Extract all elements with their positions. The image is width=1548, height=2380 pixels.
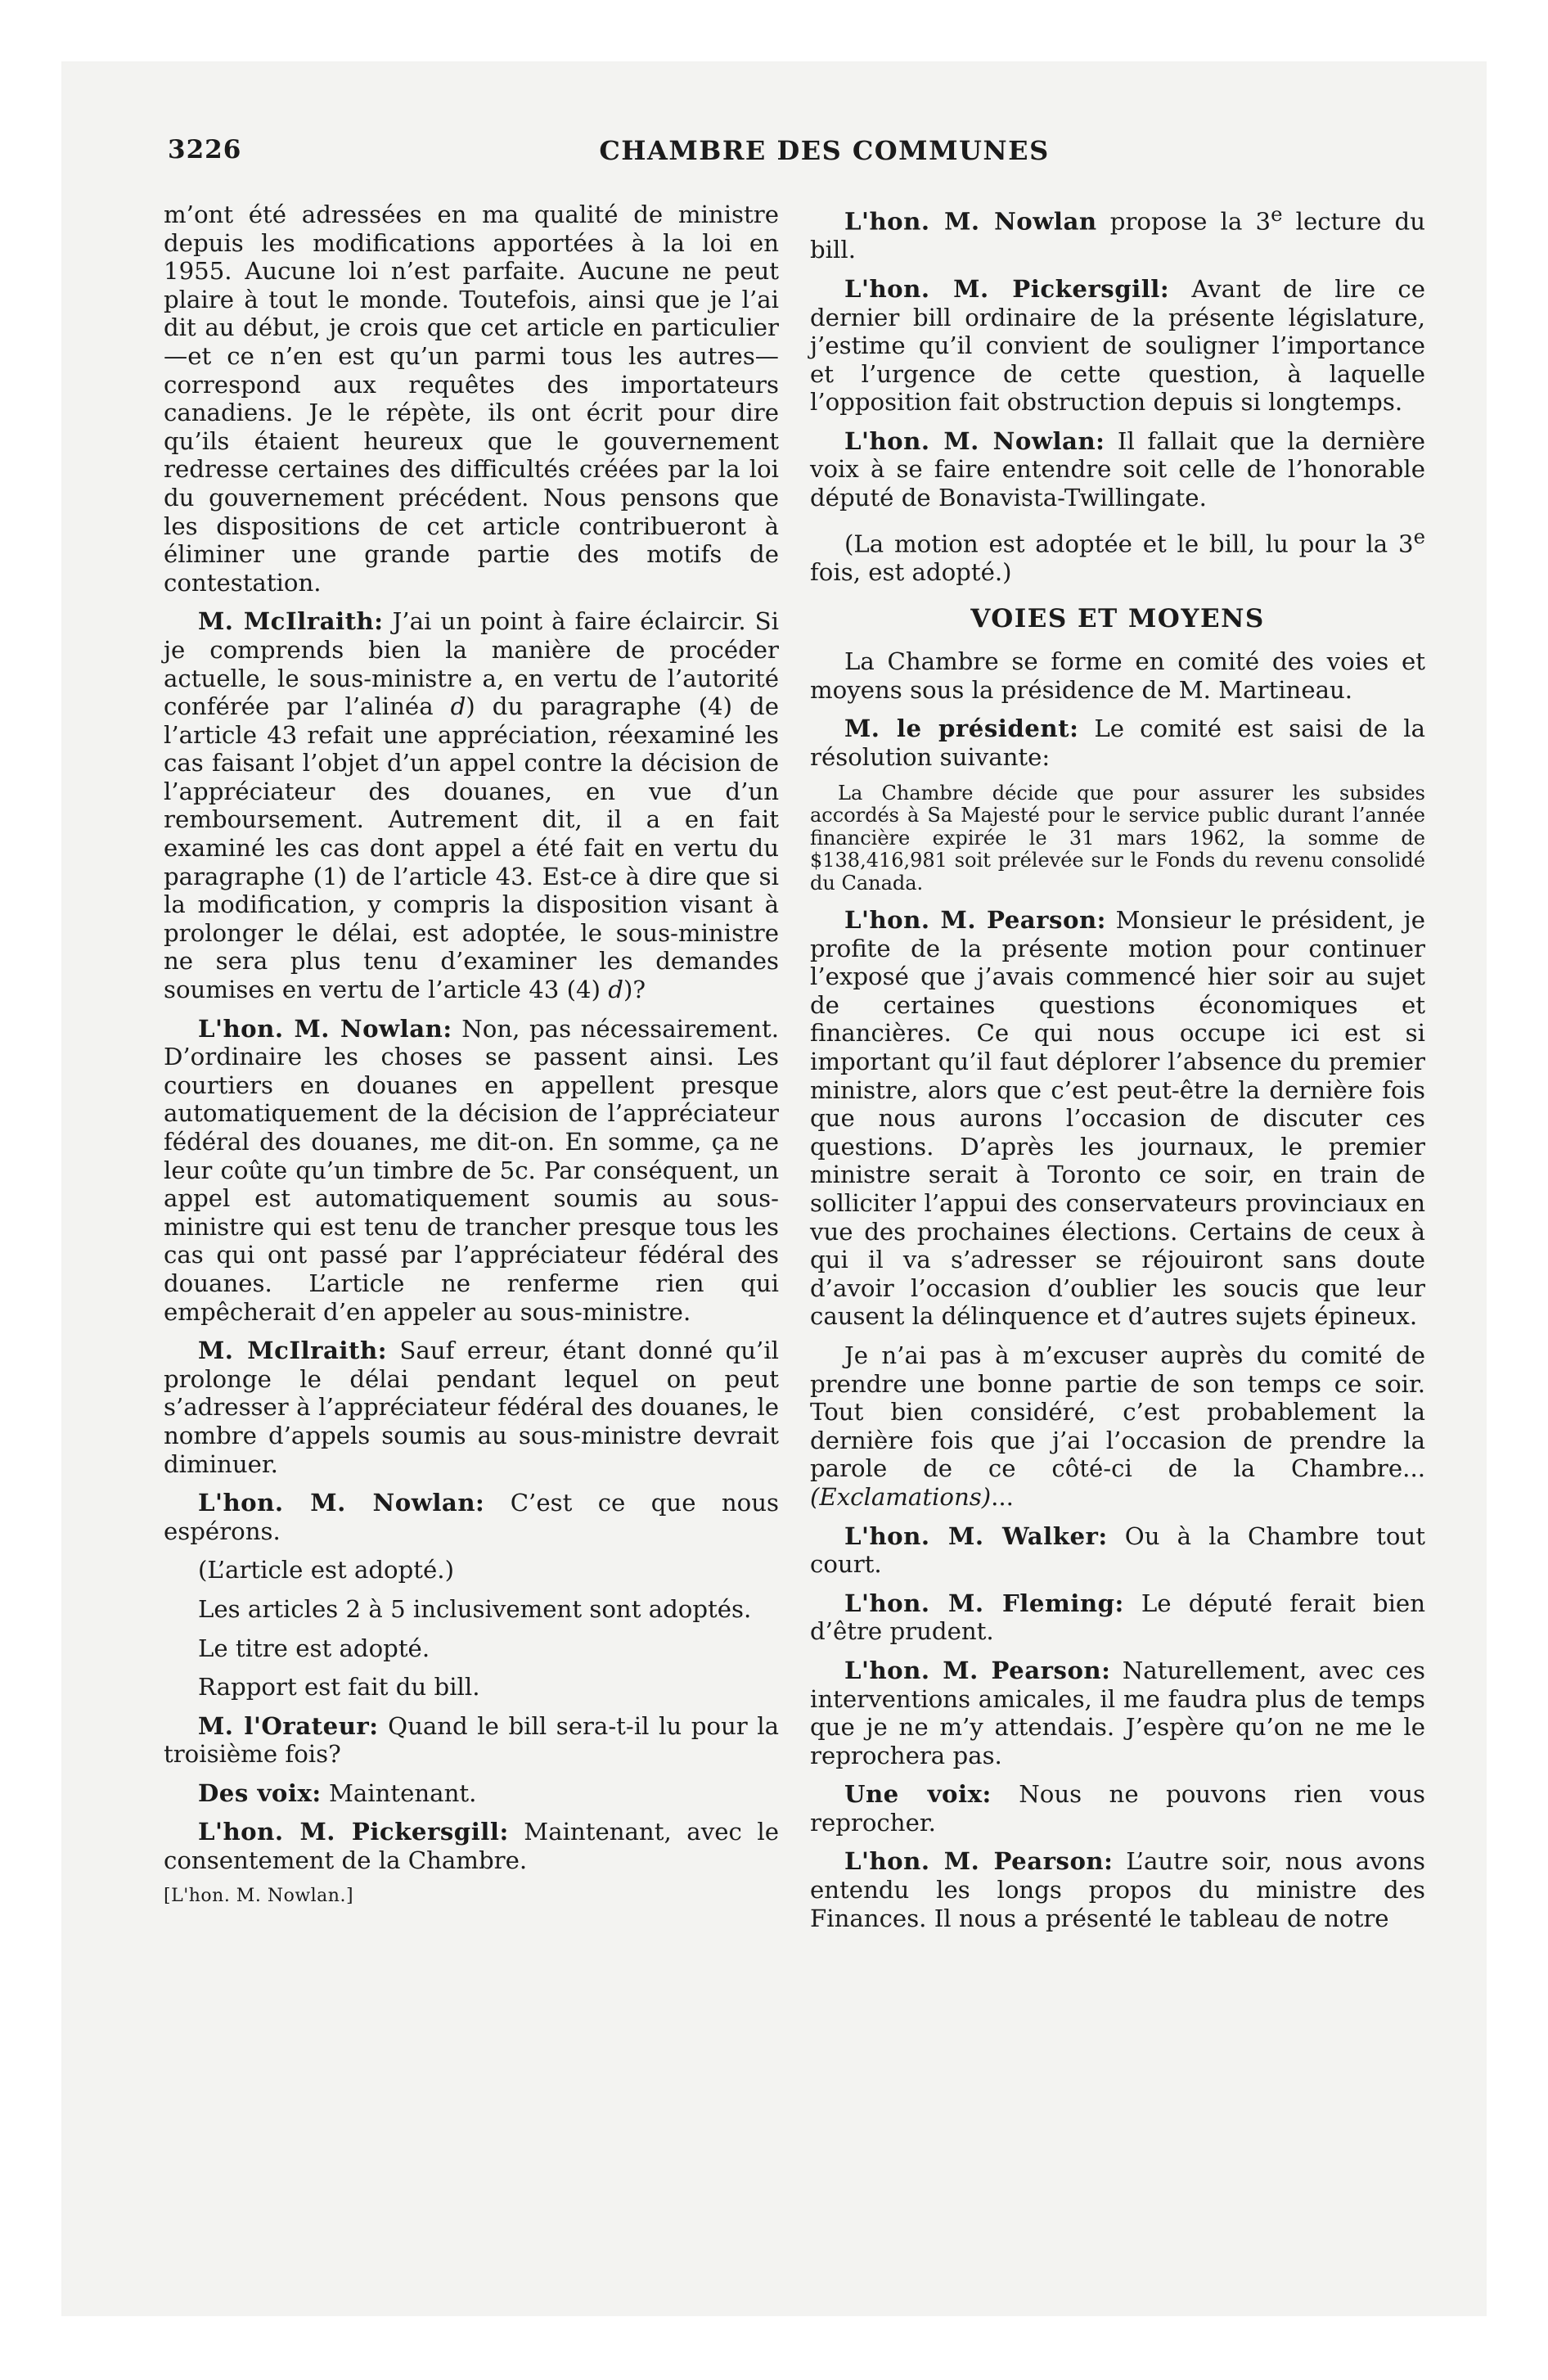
procedural-note: Rapport est fait du bill.: [198, 1673, 480, 1702]
speech: [810, 906, 1425, 1331]
procedural-note: Les articles 2 à 5 inclusivement sont adoptés.: [198, 1594, 752, 1623]
speech-text: lecture du bill.: [810, 207, 1425, 264]
italic-letter: d: [450, 692, 466, 721]
speech-text: ) du paragraphe (4) de l’article 43 refait une appréciation, réexaminé les cas faisant l’objet d’un appel contre la décision de l’appréciateur des douanes, en vue d’un remboursement. Autrement dit, il a en fait examiné les cas dont appel a été fait en vertu du paragraphe (1) de l’article 43. Est-ce à dire que si la modification, y compris la disposition visant à prolonger le délai, est adoptée, le sous-ministre ne sera plus tenu d’examiner les demandes soumises en vertu de l’article 43 (4): [164, 692, 779, 1004]
speaker-name: Des voix:: [198, 1778, 322, 1807]
speaker-name: L'hon. M. Fleming:: [844, 1589, 1124, 1617]
paragraph: [810, 1341, 1425, 1512]
speech-text: Nous ne pouvons rien vous reprocher.: [810, 1780, 1425, 1837]
speaker-name: L'hon. M. Pearson:: [844, 906, 1106, 935]
speech-text: Monsieur le président, je profite de la présente motion pour continuer l’exposé que j’avais commencé hier soir au sujet de certaines questions économiques et financières. Ce qui nous occupe ici est si important qu’il faut déplorer l’absence du premier ministre, alors que c’est peut-être la dernière fois que nous aurons l’occasion de discuter ces questions. D’après les journaux, le premier ministre serait à Toronto ce soir, en train de solliciter l’appui des conservateurs provinciaux en vue des prochaines élections. Certains de ceux à qui il va s’adresser se réjouiront sans doute d’avoir l’occasion d’oublier les soucis que leur causent la délinquence et d’autres sujets épineux.: [810, 906, 1425, 1331]
speech-text: Le comité est saisi de la résolution suivante:: [810, 714, 1425, 771]
speech: [164, 1712, 779, 1769]
italic-letter: d: [608, 976, 623, 1004]
speech: [164, 1489, 779, 1545]
speech: [810, 1522, 1425, 1579]
page-number: 3226: [168, 135, 242, 165]
speech: [164, 1015, 779, 1327]
speaker-name: L'hon. M. Nowlan:: [844, 426, 1105, 455]
speaker-name: M. le président:: [844, 714, 1079, 743]
speech: [164, 1818, 779, 1874]
speaker-name: M. McIlraith:: [198, 607, 384, 636]
speech-text: Sauf erreur, étant donné qu’il prolonge le délai pendant lequel on peut s’adresser à l’appréciateur fédéral des douanes, le nombre d’appels soumis au sous-ministre devrait diminuer.: [164, 1336, 779, 1478]
speech-text: C’est ce que nous espérons.: [164, 1489, 780, 1545]
speech: [810, 1847, 1425, 1932]
speech: [810, 1780, 1425, 1837]
speaker-name: L'hon. M. Pearson:: [844, 1656, 1111, 1684]
paragraph-text: Je n’ai pas à m’excuser auprès du comité de prendre une bonne partie de son temps ce soir. Tout bien considéré, c’est probablement la dernière fois que j’ai l’occasion de prendre la parole de ce côté-ci de la Chambre...: [810, 1341, 1425, 1483]
page-header: [168, 135, 1481, 171]
speech-text: )?: [623, 976, 646, 1004]
paragraph-text: ...: [991, 1482, 1014, 1511]
speech: [810, 1589, 1425, 1646]
procedural-note: La Chambre se forme en comité des voies et moyens sous la présidence de M. Martineau.: [810, 647, 1425, 704]
speech: [164, 1336, 779, 1478]
speaker-name: L'hon. M. Pickersgill:: [198, 1818, 509, 1846]
speaker-name: L'hon. M. Walker:: [844, 1521, 1108, 1550]
speech-text: L’autre soir, nous avons entendu les longs propos du ministre des Finances. Il nous a présenté le tableau de notre: [810, 1847, 1425, 1932]
speaker-name: L'hon. M. Nowlan:: [198, 1014, 452, 1043]
speech-text: Avant de lire ce dernier bill ordinaire de la présente législature, j’estime qu’il convient de souligner l’importance et l’urgence de cette question, à laquelle l’opposition fait obstruction depuis si longtemps.: [810, 274, 1425, 417]
speech-text: Ou à la Chambre tout court.: [810, 1521, 1426, 1579]
section-title: VOIES ET MOYENS: [970, 603, 1265, 633]
speaker-name: M. McIlraith:: [198, 1336, 387, 1365]
speaker-name: L'hon. M. Pearson:: [844, 1847, 1114, 1876]
speech: [810, 1657, 1425, 1769]
note-text: fois, est adopté.): [810, 558, 1012, 586]
speaker-name: Une voix:: [844, 1780, 992, 1809]
speech: [810, 714, 1425, 771]
speech-text: Maintenant, avec le consentement de la Chambre.: [164, 1818, 779, 1875]
speech-text: Quand le bill sera-t-il lu pour la troisième fois?: [164, 1711, 779, 1769]
resolution-text: La Chambre décide que pour assurer les subsides accordés à Sa Majesté pour le service public durant l’année financière expirée le 31 mars 1962, la somme de $138,416,981 soit prélevée sur le Fonds du revenu consolidé du Canada.: [810, 781, 1425, 895]
speech: [810, 201, 1425, 264]
paragraph-text: m’ont été adressées en ma qualité de ministre depuis les modifications apportées à la loi en 1955. Aucune loi n’est parfaite. Aucune ne peut plaire à tout le monde. Toutefois, ainsi que je l’ai dit au début, je crois que cet article en particulier—et ce n’en est qu’un parmi tous les autres—correspond aux requêtes des importateurs canadiens. Je le répète, ils ont écrit pour dire qu’ils étaient heureux que le gouvernement redresse certaines des difficultés créées par la loi du gouvernement précédent. Nous pensons que les dispositions de cet article contribueront à éliminer une grande partie des motifs de contestation.: [164, 201, 779, 597]
speech: [810, 427, 1425, 512]
superscript: e: [1271, 202, 1283, 226]
running-title: CHAMBRE DES COMMUNES: [599, 135, 1050, 166]
procedural-note: (L’article est adopté.): [198, 1556, 454, 1584]
paragraph: [164, 201, 779, 597]
italic-remark: (Exclamations): [810, 1482, 992, 1511]
speech: [810, 275, 1425, 417]
superscript: e: [1413, 524, 1425, 548]
speech: [164, 1779, 779, 1808]
speech-text: Naturellement, avec ces interventions amicales, il me faudra plus de temps que je ne m’y attendais. J’espère qu’on ne me le reprochera pas.: [810, 1656, 1425, 1769]
speech-text: Il fallait que la dernière voix à se faire entendre soit celle de l’honorable député de Bonavista-Twillingate.: [810, 426, 1425, 512]
speech-text: propose la 3: [1096, 207, 1271, 236]
speech-text: Non, pas nécessairement. D’ordinaire les choses se passent ainsi. Les courtiers en douanes en appellent presque automatiquement de la décision de l’appréciateur fédéral des douanes, me dit-on. En somme, ça ne leur coûte qu’un timbre de 5c. Par conséquent, un appel est automatiquement soumis au sous-ministre qui est tenu de trancher presque tous les cas qui ont passé par l’appréciateur fédéral des douanes. L’article ne renferme rien qui empêcherait d’en appeler au sous-ministre.: [164, 1014, 779, 1326]
speaker-name: L'hon. M. Nowlan:: [198, 1489, 485, 1517]
right-column: [810, 201, 1425, 1943]
procedural-note: [810, 523, 1425, 587]
note-text: (La motion est adoptée et le bill, lu pour la 3: [844, 530, 1414, 558]
left-column: [164, 201, 779, 1907]
speaker-name: L'hon. M. Nowlan: [844, 207, 1097, 236]
procedural-note: Le titre est adopté.: [198, 1634, 430, 1662]
speech-text: J’ai un point à faire éclaircir. Si je comprends bien la manière de procéder actuelle, le sous-ministre a, en vertu de l’autorité conférée par l’alinéa: [164, 607, 780, 721]
speech-text: Maintenant.: [321, 1778, 477, 1807]
page-footnote: [L'hon. M. Nowlan.]: [164, 1885, 354, 1906]
speech: [164, 607, 779, 1003]
speaker-name: M. l'Orateur:: [198, 1711, 379, 1740]
speech-text: Le député ferait bien d’être prudent.: [810, 1589, 1426, 1646]
speaker-name: L'hon. M. Pickersgill:: [844, 274, 1170, 303]
